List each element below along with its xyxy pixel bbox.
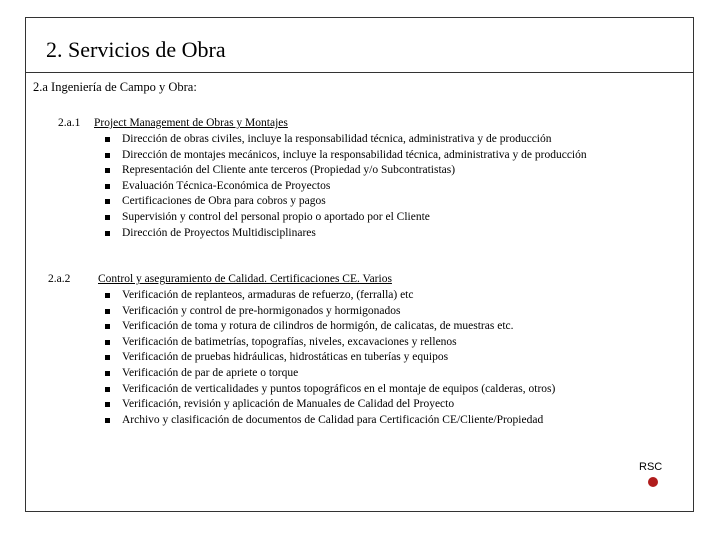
square-bullet-icon xyxy=(105,293,110,298)
square-bullet-icon xyxy=(105,324,110,329)
subsection-2-list xyxy=(105,288,555,428)
rsc-logo-label: RSC xyxy=(639,461,663,473)
list-item: Archivo y clasificación de documentos de Calidad para Certificación CE/Cliente/Propiedad xyxy=(105,413,555,429)
square-bullet-icon xyxy=(105,184,110,189)
subsection-2-number: 2.a.2 xyxy=(48,273,71,285)
square-bullet-icon xyxy=(105,231,110,236)
list-item: Supervisión y control del personal propio o aportado por el Cliente xyxy=(105,210,587,226)
square-bullet-icon xyxy=(105,215,110,220)
square-bullet-icon xyxy=(105,355,110,360)
list-item: Dirección de Proyectos Multidisciplinares xyxy=(105,226,587,242)
subsection-1-list xyxy=(105,132,587,241)
slide-title: 2. Servicios de Obra xyxy=(46,37,226,62)
square-bullet-icon xyxy=(105,402,110,407)
list-item: Verificación de verticalidades y puntos topográficos en el montaje de equipos (calderas, otros) xyxy=(105,382,555,398)
square-bullet-icon xyxy=(105,309,110,314)
subsection-1-title: Project Management de Obras y Montajes xyxy=(94,117,288,129)
list-item: Verificación, revisión y aplicación de Manuales de Calidad del Proyecto xyxy=(105,397,555,413)
square-bullet-icon xyxy=(105,199,110,204)
list-item: Certificaciones de Obra para cobros y pagos xyxy=(105,194,587,210)
subsection-1-number: 2.a.1 xyxy=(58,117,81,129)
list-item: Verificación de replanteos, armaduras de refuerzo, (ferralla) etc xyxy=(105,288,555,304)
list-item: Verificación de par de apriete o torque xyxy=(105,366,555,382)
square-bullet-icon xyxy=(105,371,110,376)
rsc-logo-dot-icon xyxy=(648,477,658,487)
list-item: Verificación y control de pre-hormigonados y hormigonados xyxy=(105,304,555,320)
subsection-2-title: Control y aseguramiento de Calidad. Certificaciones CE. Varios xyxy=(98,273,392,285)
square-bullet-icon xyxy=(105,418,110,423)
list-item: Representación del Cliente ante terceros (Propiedad y/o Subcontratistas) xyxy=(105,163,587,179)
list-item: Verificación de batimetrías, topografías, niveles, excavaciones y rellenos xyxy=(105,335,555,351)
slide-header xyxy=(26,18,693,73)
square-bullet-icon xyxy=(105,153,110,158)
slide-frame xyxy=(25,17,694,512)
list-item: Verificación de pruebas hidráulicas, hidrostáticas en tuberías y equipos xyxy=(105,350,555,366)
square-bullet-icon xyxy=(105,137,110,142)
subsection-1-heading xyxy=(58,117,288,129)
section-title: 2.a Ingeniería de Campo y Obra: xyxy=(33,80,197,94)
list-item: Verificación de toma y rotura de cilindros de hormigón, de calicatas, de muestras etc. xyxy=(105,319,555,335)
square-bullet-icon xyxy=(105,340,110,345)
list-item: Evaluación Técnica-Económica de Proyectos xyxy=(105,179,587,195)
square-bullet-icon xyxy=(105,387,110,392)
list-item: Dirección de montajes mecánicos, incluye la responsabilidad técnica, administrativa y de producción xyxy=(105,148,587,164)
square-bullet-icon xyxy=(105,168,110,173)
subsection-2-heading xyxy=(48,273,392,285)
list-item: Dirección de obras civiles, incluye la responsabilidad técnica, administrativa y de producción xyxy=(105,132,587,148)
